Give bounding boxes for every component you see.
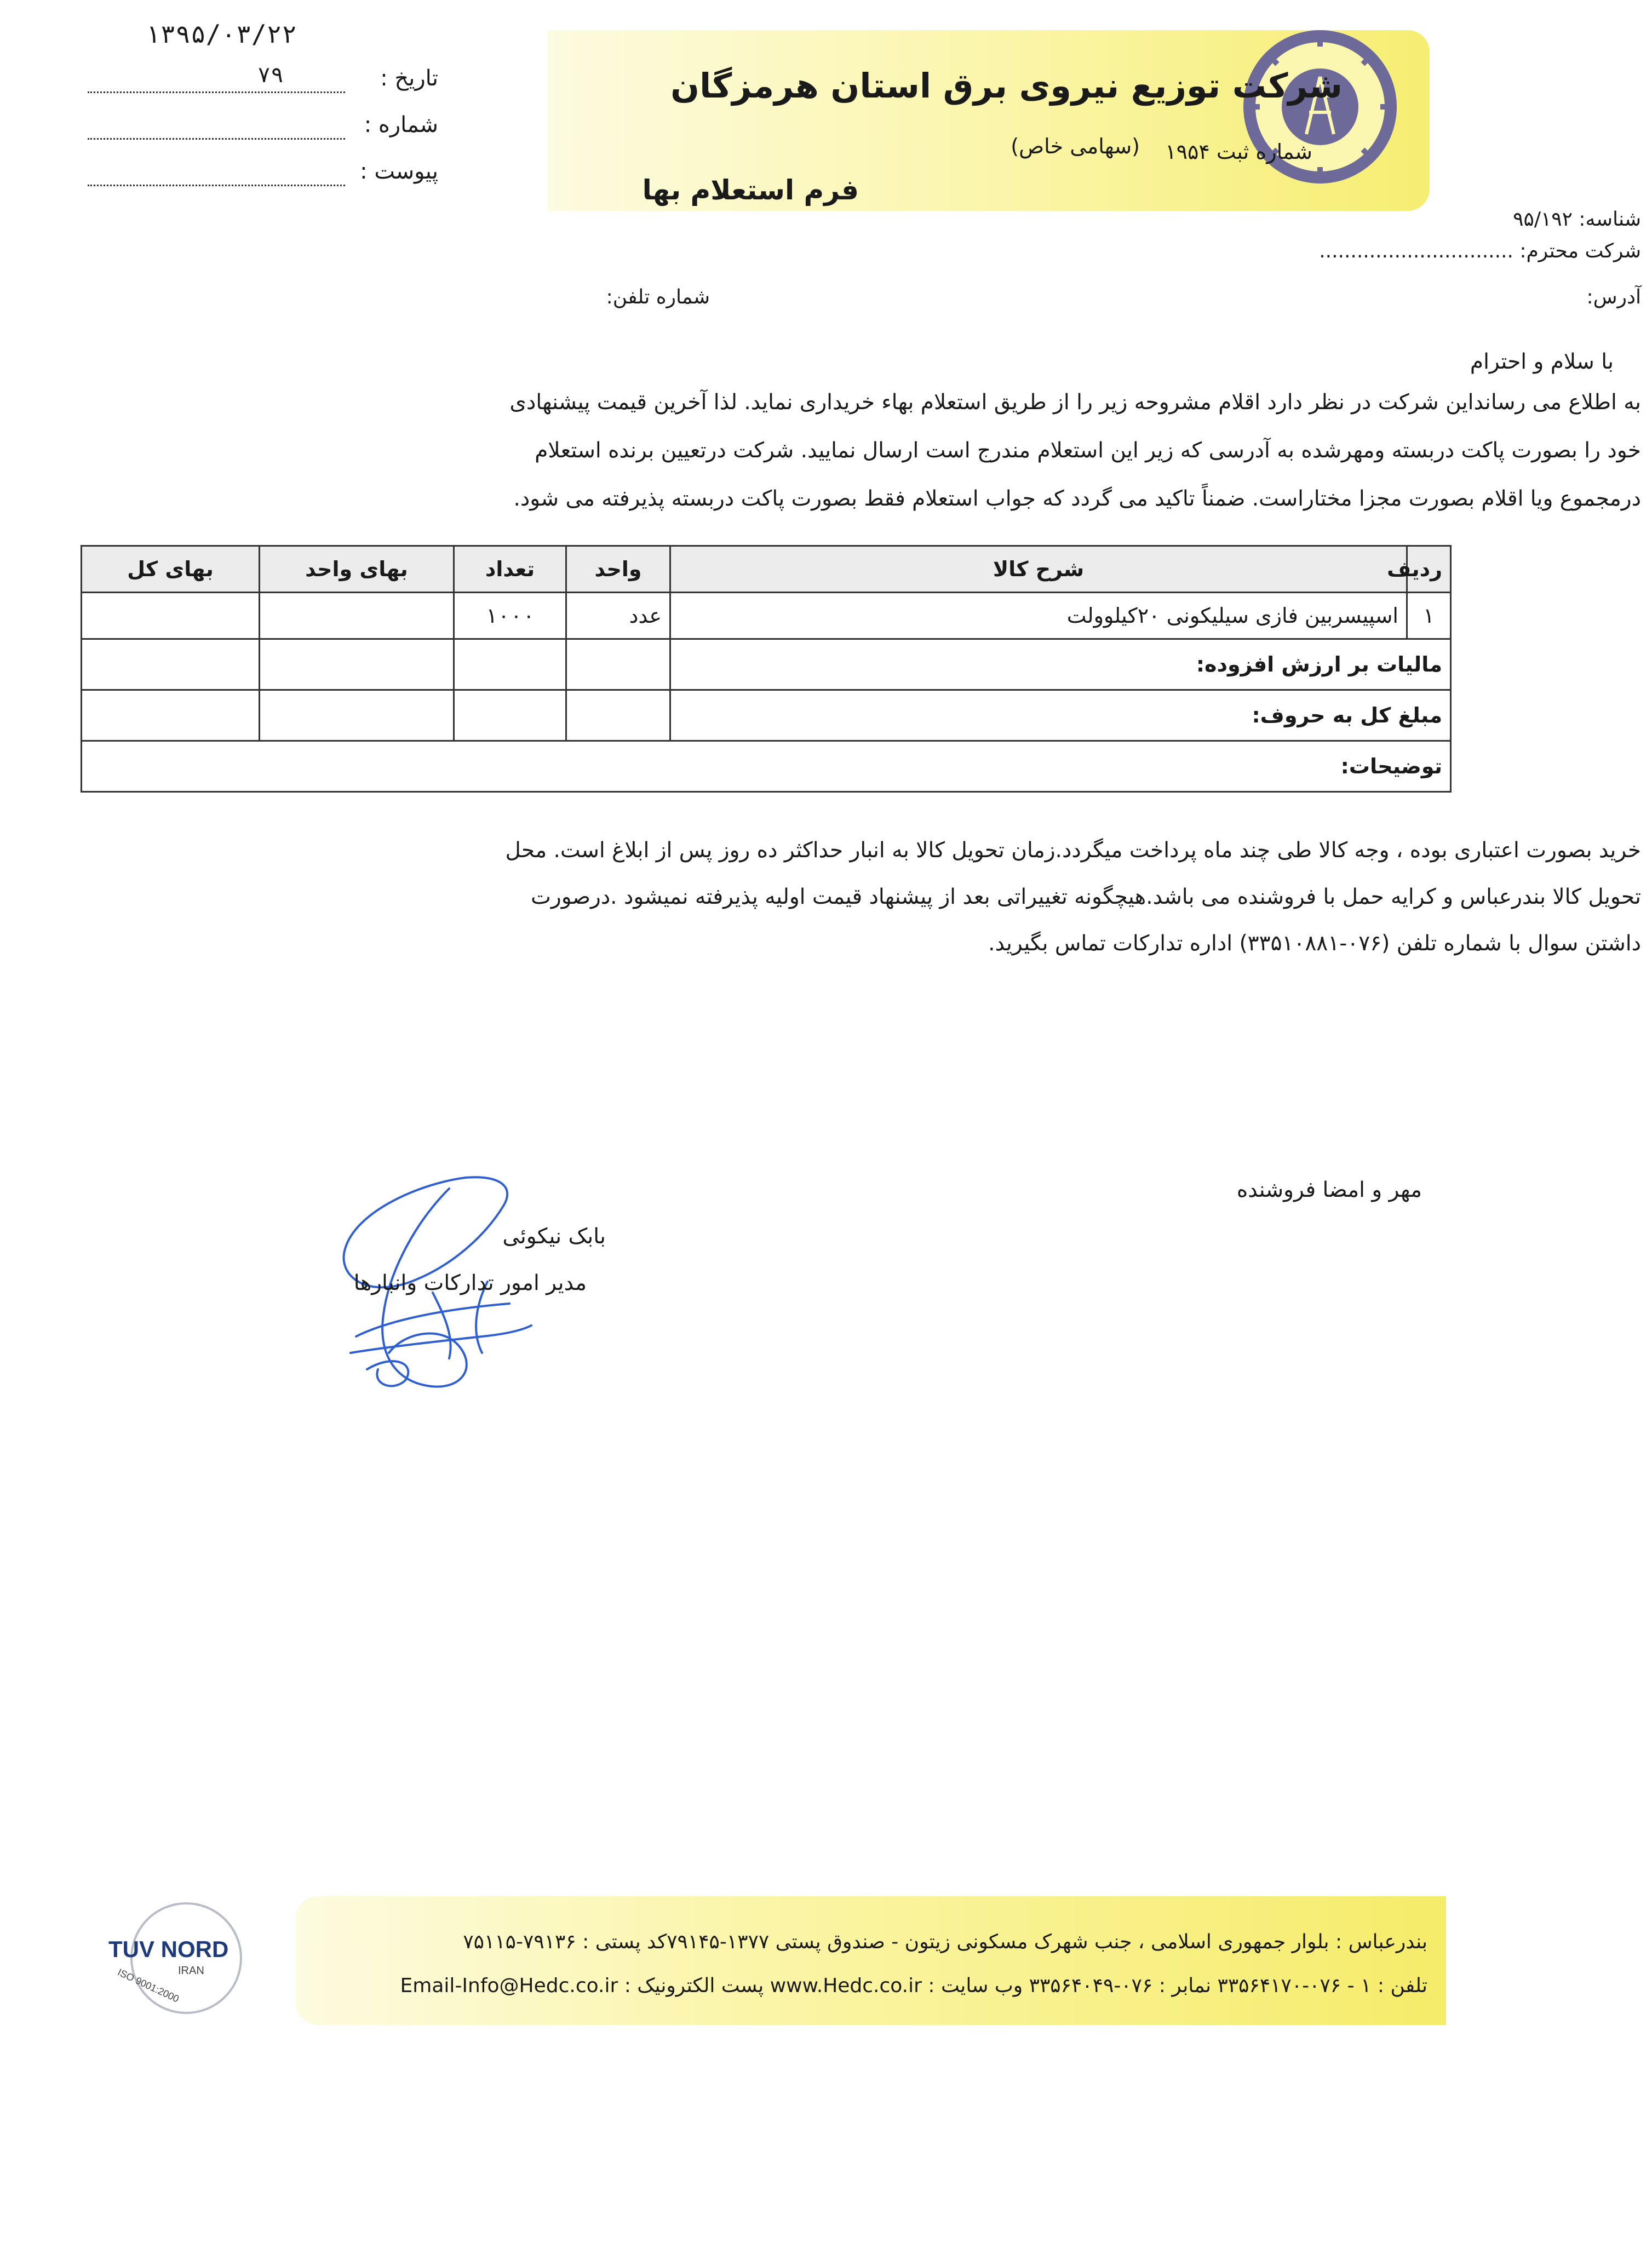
header-index: ردیف xyxy=(1407,546,1451,593)
body-line-2: خود را بصورت پاکت دربسته ومهرشده به آدرسی که زیر این استعلام مندرج است ارسال نمایید. شرکت درتعیین برنده استعلام xyxy=(535,438,1641,463)
signer-title: مدیر امور تدارکات وانبارها xyxy=(353,1271,587,1295)
vat-label: مالیات بر ارزش افزوده: xyxy=(670,639,1451,690)
header-description: شرح کالا xyxy=(670,546,1407,593)
attachment-dots xyxy=(88,185,345,186)
date-dots xyxy=(88,91,345,93)
header-unit-price: بهای واحد xyxy=(260,546,454,593)
registration-number: شماره ثبت ۱۹۵۴ xyxy=(1165,140,1312,164)
terms-line-2: تحویل کالا بندرعباس و کرایه حمل با فروشنده می باشد.هیچگونه تغییراتی بعد از پیشنهاد قیمت اولیه پذیرفته نمیشود .درصورت xyxy=(531,885,1641,909)
recipient-phone: شماره تلفن: xyxy=(606,286,710,308)
company-name: شرکت توزیع نیروی برق استان هرمزگان xyxy=(670,66,1343,106)
signer-name: بابک نیکوئی xyxy=(502,1224,606,1249)
header-total-price: بهای کل xyxy=(82,546,260,593)
form-title: فرم استعلام بها xyxy=(642,174,859,206)
tuv-nord-standard: ISO 9001:2000 xyxy=(116,1966,181,2005)
row-total-price xyxy=(82,593,260,639)
header-quantity: تعداد xyxy=(454,546,566,593)
vat-cell-unit-price xyxy=(260,639,454,690)
row-quantity: ۱۰۰۰ xyxy=(454,593,566,639)
number-dots xyxy=(88,138,345,140)
greeting: با سلام و احترام xyxy=(1470,349,1614,374)
total-words-spacer xyxy=(566,690,670,741)
total-words-label: مبلغ کل به حروف: xyxy=(670,690,1451,741)
date-label: تاریخ : xyxy=(380,66,438,91)
total-words-total xyxy=(82,690,260,741)
body-line-1: به اطلاع می رسانداین شرکت در نظر دارد اقلام مشروحه زیر را از طریق استعلام بهاء خریداری نماید. لذا آخرین قیمت پیشنهادی xyxy=(509,390,1641,415)
notes-row xyxy=(82,741,1451,792)
row-unit-price xyxy=(260,593,454,639)
row-unit: عدد xyxy=(566,593,670,639)
header-unit: واحد xyxy=(566,546,670,593)
body-line-3: درمجموع ویا اقلام بصورت مجزا مختاراست. ضمناً تاکید می گردد که جواب استعلام فقط بصورت پاکت دربسته پذیرفته می شود. xyxy=(513,486,1641,511)
total-words-qty xyxy=(454,690,566,741)
seller-stamp-label: مهر و امضا فروشنده xyxy=(1236,1178,1422,1202)
table-row xyxy=(82,593,1451,639)
footer-banner xyxy=(296,1896,1446,2025)
total-words-row xyxy=(82,690,1451,741)
items-table xyxy=(81,545,1452,793)
number-field xyxy=(88,112,438,145)
table-header-row xyxy=(82,546,1451,593)
terms-line-3: داشتن سوال با شماره تلفن (۰۷۶-۳۳۵۱۰۸۸۱) اداره تدارکات تماس بگیرید. xyxy=(988,931,1641,956)
footer-address: بندرعباس : بلوار جمهوری اسلامی ، جنب شهرک مسکونی زیتون - صندوق پستی ۱۳۷۷-۷۹۱۴۵کد پستی : ۷۹۱۳۶-۷۵۱۱۵ xyxy=(463,1931,1427,1953)
number-label: شماره : xyxy=(364,112,438,137)
row-index: ۱ xyxy=(1407,593,1451,639)
notes-label: توضیحات: xyxy=(82,741,1451,792)
vat-spacer xyxy=(566,639,670,690)
row-description: اسپیسربین فازی سیلیکونی ۲۰کیلوولت xyxy=(670,593,1407,639)
company-type: (سهامی خاص) xyxy=(1011,134,1140,158)
tuv-nord-logo xyxy=(104,1898,257,2018)
company-logo xyxy=(1238,25,1402,189)
company-logo-icon xyxy=(1238,25,1402,189)
total-words-unit-price xyxy=(260,690,454,741)
recipient-address: آدرس: xyxy=(1586,286,1641,308)
attachment-field xyxy=(88,159,438,192)
recipient-company: شرکت محترم: ............................... xyxy=(1319,240,1641,262)
footer-contact: تلفن : ۱ - ۰۷۶-۳۳۵۶۴۱۷۰ نمابر : ۰۷۶-۳۳۵۶۴۰۴۹ وب سایت : www.Hedc.co.ir پست الکترونیک : Email-Info@Hedc.co.ir xyxy=(400,1975,1427,1997)
vat-row xyxy=(82,639,1451,690)
terms-line-1: خرید بصورت اعتباری بوده ، وجه کالا طی چند ماه پرداخت میگردد.زمان تحویل کالا به انبار حداکثر ده روز پس از ابلاغ است. محل xyxy=(505,838,1641,863)
date-field xyxy=(88,62,438,99)
reference-id: شناسه: ۹۵/۱۹۲ xyxy=(1513,208,1641,231)
date-value: ۱۳۹۵/۰۳/۲۲ xyxy=(145,19,297,49)
attachment-label: پیوست : xyxy=(360,159,438,184)
number-value: ۷۹ xyxy=(257,62,284,88)
vat-cell-total xyxy=(82,639,260,690)
tuv-nord-country: IRAN xyxy=(178,1965,204,1977)
vat-cell-qty xyxy=(454,639,566,690)
tuv-nord-name: TUV NORD xyxy=(108,1936,229,1962)
